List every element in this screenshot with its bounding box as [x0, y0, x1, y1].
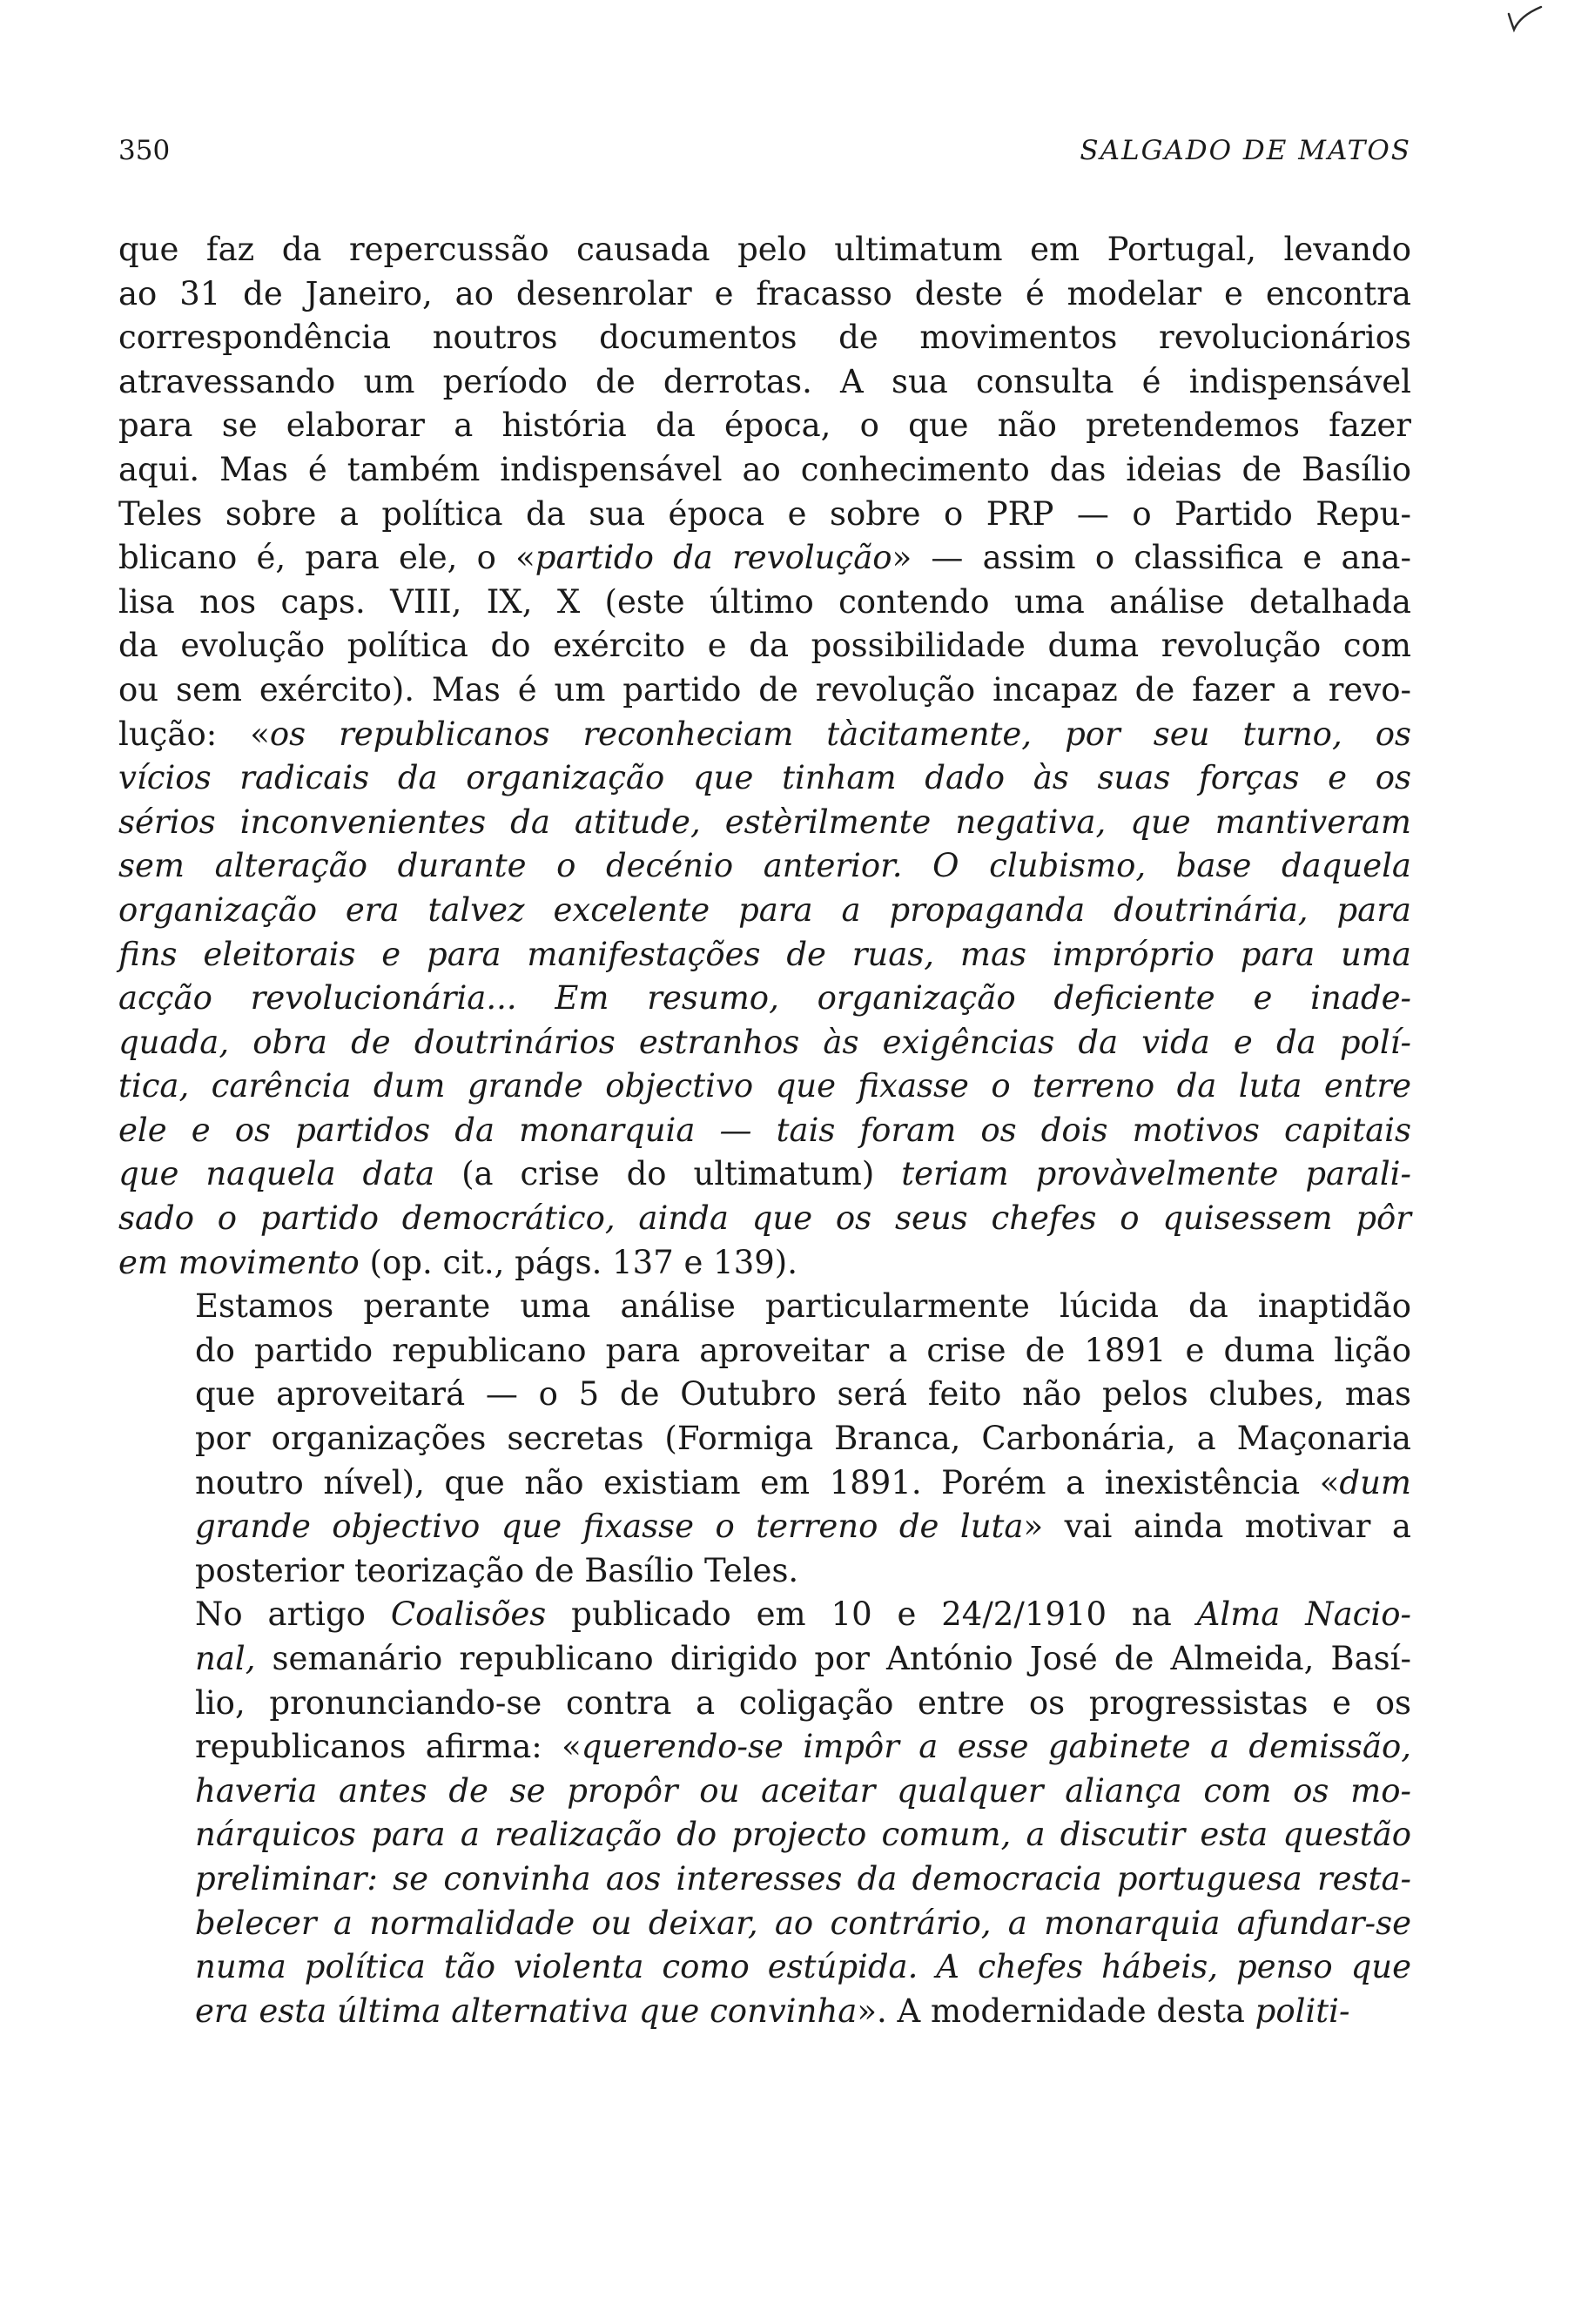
text-line: [118, 1682, 1411, 1726]
paragraph: [118, 228, 1411, 1285]
text-line: [118, 1065, 1411, 1109]
italic-text: quada, obra de doutrinários estranhos às exigências da vida e da polí-: [118, 1023, 1411, 1061]
text-line: [118, 581, 1411, 625]
text-segment: lio, pronunciando-se contra a coligação entre os progressistas e os: [195, 1683, 1411, 1722]
running-head: SALGADO DE MATOS: [1080, 135, 1411, 166]
page-number: 350: [118, 135, 171, 166]
italic-text: belecer a normalidade ou deixar, ao contrário, a monarquia afundar-se: [195, 1904, 1411, 1942]
text-segment: que aproveitará — o 5 de Outubro será feito não pelos clubes, mas: [195, 1375, 1411, 1414]
text-line: [118, 1461, 1411, 1506]
text-segment: (a crise do ultimatum): [434, 1155, 902, 1193]
italic-text: teriam provàvelmente parali-: [901, 1155, 1411, 1193]
text-segment: que faz da repercussão causada pelo ultimatum em Portugal, levando: [118, 231, 1411, 268]
text-segment: por organizações secretas (Formiga Branca, Carbonária, a Maçonaria: [195, 1420, 1411, 1458]
paragraph: [118, 1285, 1411, 1593]
text-line: [118, 1945, 1411, 1990]
italic-text: partido da revolução: [535, 539, 892, 577]
italic-text: preliminar: se convinha aos interesses da democracia portuguesa resta-: [195, 1859, 1411, 1897]
text-segment: aqui. Mas é também indispensável ao conhecimento das ideias de Basílio: [118, 450, 1411, 488]
text-line: [118, 1417, 1411, 1461]
body-text: [118, 228, 1411, 2033]
text-segment: da evolução política do exército e da possibilidade duma revolução com: [118, 627, 1411, 665]
text-line: [118, 1373, 1411, 1417]
text-segment: Estamos perante uma análise particularmente lúcida da inaptidão: [195, 1287, 1411, 1326]
text-segment: (op. cit., págs. 137 e 139).: [359, 1243, 797, 1281]
italic-text: que naquela data: [118, 1155, 435, 1193]
text-line: [118, 756, 1411, 801]
text-line: [118, 668, 1411, 713]
text-segment: atravessando um período de derrotas. A sua consulta é indispensável: [118, 362, 1411, 400]
text-segment: ao 31 de Janeiro, ao desenrolar e fracasso deste é modelar e encontra: [118, 274, 1411, 312]
text-line: [118, 316, 1411, 360]
text-segment: » vai ainda motivar a: [1023, 1508, 1411, 1546]
text-line: [118, 1637, 1411, 1682]
text-segment: » — assim o classifica e ana-: [892, 539, 1411, 577]
text-line: [118, 1505, 1411, 1549]
text-line: [118, 1152, 1411, 1197]
italic-text: Coalisões: [390, 1595, 547, 1634]
text-segment: do partido republicano para aproveitar a crise de 1891 e duma lição: [195, 1331, 1411, 1369]
text-line: [118, 493, 1411, 537]
text-line: [118, 1197, 1411, 1241]
italic-text: sado o partido democrático, ainda que os seus chefes o quisessem pôr: [118, 1199, 1411, 1238]
italic-text: grande objectivo que fixasse o terreno de luta: [195, 1508, 1024, 1546]
text-line: [118, 1241, 1411, 1286]
text-line: [118, 1990, 1411, 2034]
italic-text: fins eleitorais e para manifestações de ruas, mas impróprio para uma: [118, 935, 1411, 973]
text-line: [118, 228, 1411, 272]
text-line: [118, 1813, 1411, 1857]
text-segment: lisa nos caps. VIII, IX, X (este último contendo uma análise detalhada: [118, 582, 1411, 621]
text-line: [118, 801, 1411, 845]
text-line: [118, 624, 1411, 668]
text-segment: ou sem exército). Mas é um partido de revolução incapaz de fazer a revo-: [118, 670, 1411, 709]
italic-text: ele e os partidos da monarquia — tais foram os dois motivos capitais: [118, 1111, 1411, 1149]
text-line: [118, 977, 1411, 1021]
italic-text: vícios radicais da organização que tinham dado às suas forças e os: [118, 759, 1411, 797]
italic-text: dum: [1339, 1463, 1411, 1501]
text-segment: blicano é, para ele, o «: [118, 539, 535, 577]
text-line: [118, 448, 1411, 493]
italic-text: sérios inconvenientes da atitude, estèrilmente negativa, que mantiveram: [118, 803, 1411, 841]
text-segment: semanário republicano dirigido por António José de Almeida, Basí-: [255, 1640, 1411, 1677]
italic-text: querendo-se impôr a esse gabinete a demissão,: [581, 1728, 1411, 1766]
text-line: [118, 360, 1411, 405]
text-line: [118, 1593, 1411, 1637]
italic-text: acção revolucionária... Em resumo, organização deficiente e inade-: [118, 979, 1411, 1018]
text-line: [118, 404, 1411, 448]
text-line: [118, 933, 1411, 977]
text-segment: para se elaborar a história da época, o que não pretendemos fazer: [118, 406, 1411, 445]
text-segment: ». A modernidade desta: [857, 1992, 1255, 2030]
italic-text: numa política tão violenta como estúpida. A chefes hábeis, penso que: [195, 1948, 1411, 1986]
text-line: [118, 1285, 1411, 1329]
italic-text: em movimento: [118, 1243, 360, 1281]
italic-text: nal,: [195, 1640, 256, 1677]
italic-text: politi-: [1255, 1992, 1350, 2030]
text-line: [118, 844, 1411, 889]
italic-text: haveria antes de se propôr ou aceitar qualquer aliança com os mo-: [195, 1771, 1411, 1810]
text-line: [118, 1857, 1411, 1902]
check-mark: [1506, 3, 1544, 33]
text-segment: republicanos afirma: «: [195, 1728, 582, 1766]
italic-text: organização era talvez excelente para a propaganda doutrinária, para: [118, 890, 1411, 929]
text-line: [118, 1549, 1411, 1594]
text-segment: lução: «: [118, 715, 270, 753]
italic-text: sem alteração durante o decénio anterior. O clubismo, base daquela: [118, 847, 1411, 885]
text-line: [118, 1725, 1411, 1770]
text-segment: publicado em 10 e 24/2/1910 na: [546, 1595, 1197, 1634]
italic-text: era esta última alternativa que convinha: [195, 1992, 858, 2030]
text-line: [118, 713, 1411, 757]
paragraph: [118, 1593, 1411, 2033]
text-line: [118, 889, 1411, 933]
text-line: [118, 1329, 1411, 1374]
text-line: [118, 272, 1411, 317]
text-line: [118, 1770, 1411, 1814]
italic-text: os republicanos reconheciam tàcitamente, por seu turno, os: [269, 715, 1411, 753]
text-segment: No artigo: [195, 1595, 391, 1634]
italic-text: tica, carência dum grande objectivo que fixasse o terreno da luta entre: [118, 1067, 1411, 1105]
text-segment: correspondência noutros documentos de movimentos revolucionários: [118, 319, 1411, 357]
text-line: [118, 1109, 1411, 1153]
text-segment: Teles sobre a política da sua época e sobre o PRP — o Partido Repu-: [118, 494, 1411, 533]
italic-text: Alma Nacio-: [1196, 1595, 1411, 1634]
page-header: [118, 135, 1411, 187]
text-segment: noutro nível), que não existiam em 1891. Porém a inexistência «: [195, 1463, 1340, 1501]
text-line: [118, 1902, 1411, 1946]
text-line: [118, 536, 1411, 581]
text-line: [118, 1021, 1411, 1065]
italic-text: nárquicos para a realização do projecto comum, a discutir esta questão: [195, 1816, 1411, 1854]
text-segment: posterior teorização de Basílio Teles.: [195, 1551, 799, 1589]
